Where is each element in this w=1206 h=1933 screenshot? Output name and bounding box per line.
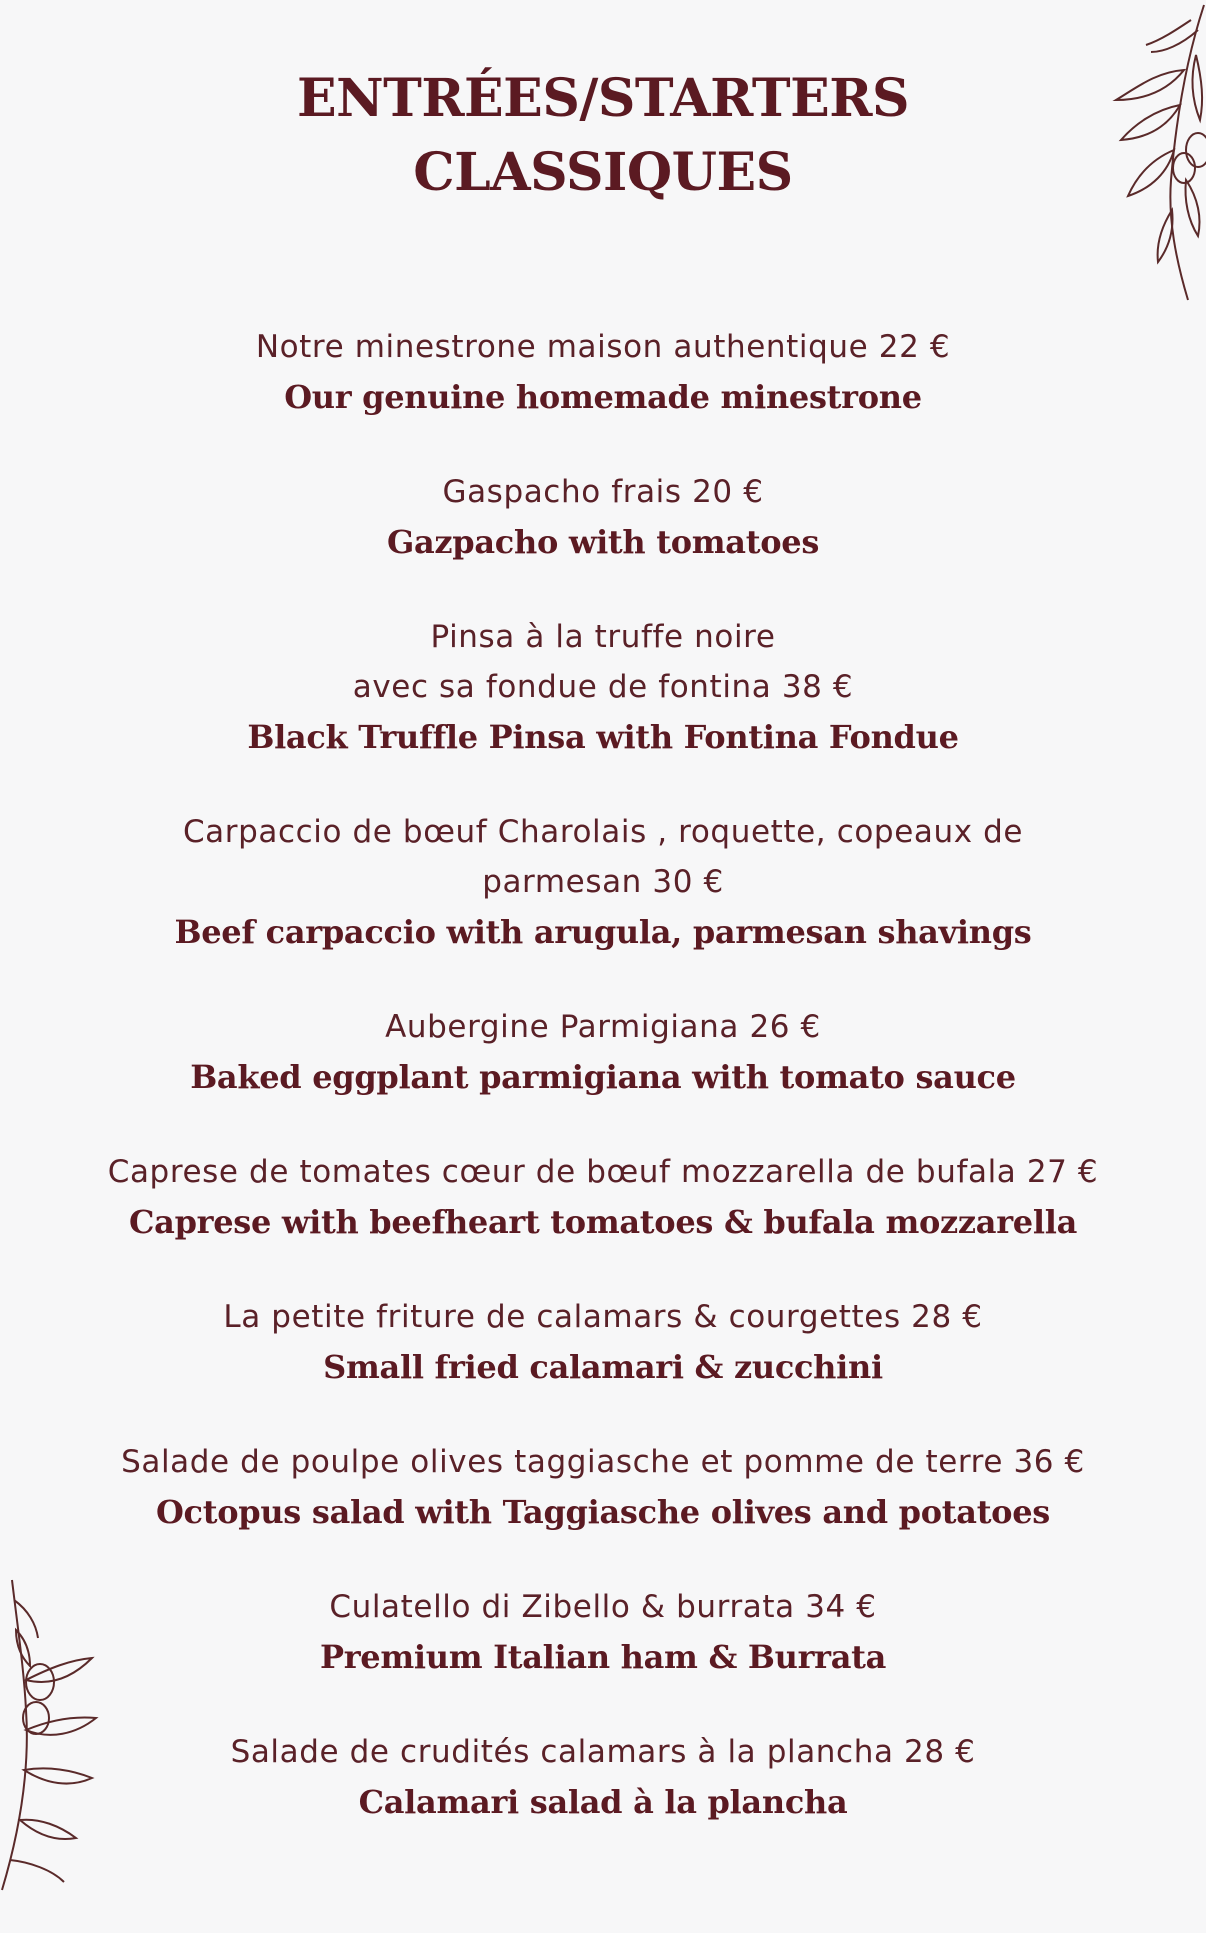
- item-french-name-line-2: avec sa fondue de fontina 38 €: [352, 669, 854, 705]
- item-french-name-line-2: parmesan 30 €: [482, 864, 724, 900]
- menu-item: [60, 1437, 1146, 1537]
- item-french-name: Salade de crudités calamars à la plancha 28 €: [230, 1734, 976, 1770]
- item-english-name: Small fried calamari & zucchini: [323, 1348, 883, 1386]
- item-english-name: Our genuine homemade minestrone: [284, 378, 922, 416]
- item-english-name: Gazpacho with tomatoes: [386, 523, 820, 561]
- item-french-name: Aubergine Parmigiana 26 €: [385, 1009, 821, 1045]
- item-english-name: Baked eggplant parmigiana with tomato sauce: [190, 1058, 1016, 1096]
- menu-item: [60, 467, 1146, 567]
- page-title: [0, 62, 1206, 210]
- menu-item: [60, 807, 1146, 957]
- menu-item: [60, 1582, 1146, 1682]
- item-english-name: Calamari salad à la plancha: [358, 1783, 848, 1821]
- item-english-name: Black Truffle Pinsa with Fontina Fondue: [247, 718, 959, 756]
- item-english-name: Beef carpaccio with arugula, parmesan shavings: [174, 913, 1032, 951]
- menu-item: [60, 1002, 1146, 1102]
- item-french-name: Salade de poulpe olives taggiasche et pomme de terre 36 €: [121, 1444, 1085, 1480]
- item-french-name: Pinsa à la truffe noire: [430, 619, 776, 655]
- olive-branch-icon: [0, 1570, 110, 1900]
- title-line-2: CLASSIQUES: [413, 142, 793, 203]
- menu-item: [60, 612, 1146, 762]
- item-french-name: Carpaccio de bœuf Charolais , roquette, copeaux de: [182, 814, 1024, 850]
- menu-list: [60, 322, 1146, 1872]
- item-french-name: Notre minestrone maison authentique 22 €: [255, 329, 951, 365]
- item-french-name: Caprese de tomates cœur de bœuf mozzarella de bufala 27 €: [107, 1154, 1099, 1190]
- menu-item: [60, 1727, 1146, 1827]
- item-english-name: Caprese with beefheart tomatoes & bufala mozzarella: [128, 1203, 1077, 1241]
- item-english-name: Octopus salad with Taggiasche olives and potatoes: [155, 1493, 1051, 1531]
- menu-item: [60, 1292, 1146, 1392]
- item-french-name: Gaspacho frais 20 €: [442, 474, 764, 510]
- item-french-name: Culatello di Zibello & burrata 34 €: [329, 1589, 877, 1625]
- menu-item: [60, 322, 1146, 422]
- menu-item: [60, 1147, 1146, 1247]
- item-english-name: Premium Italian ham & Burrata: [319, 1638, 887, 1676]
- title-line-1: ENTRÉES/STARTERS: [296, 68, 910, 129]
- item-french-name: La petite friture de calamars & courgettes 28 €: [223, 1299, 983, 1335]
